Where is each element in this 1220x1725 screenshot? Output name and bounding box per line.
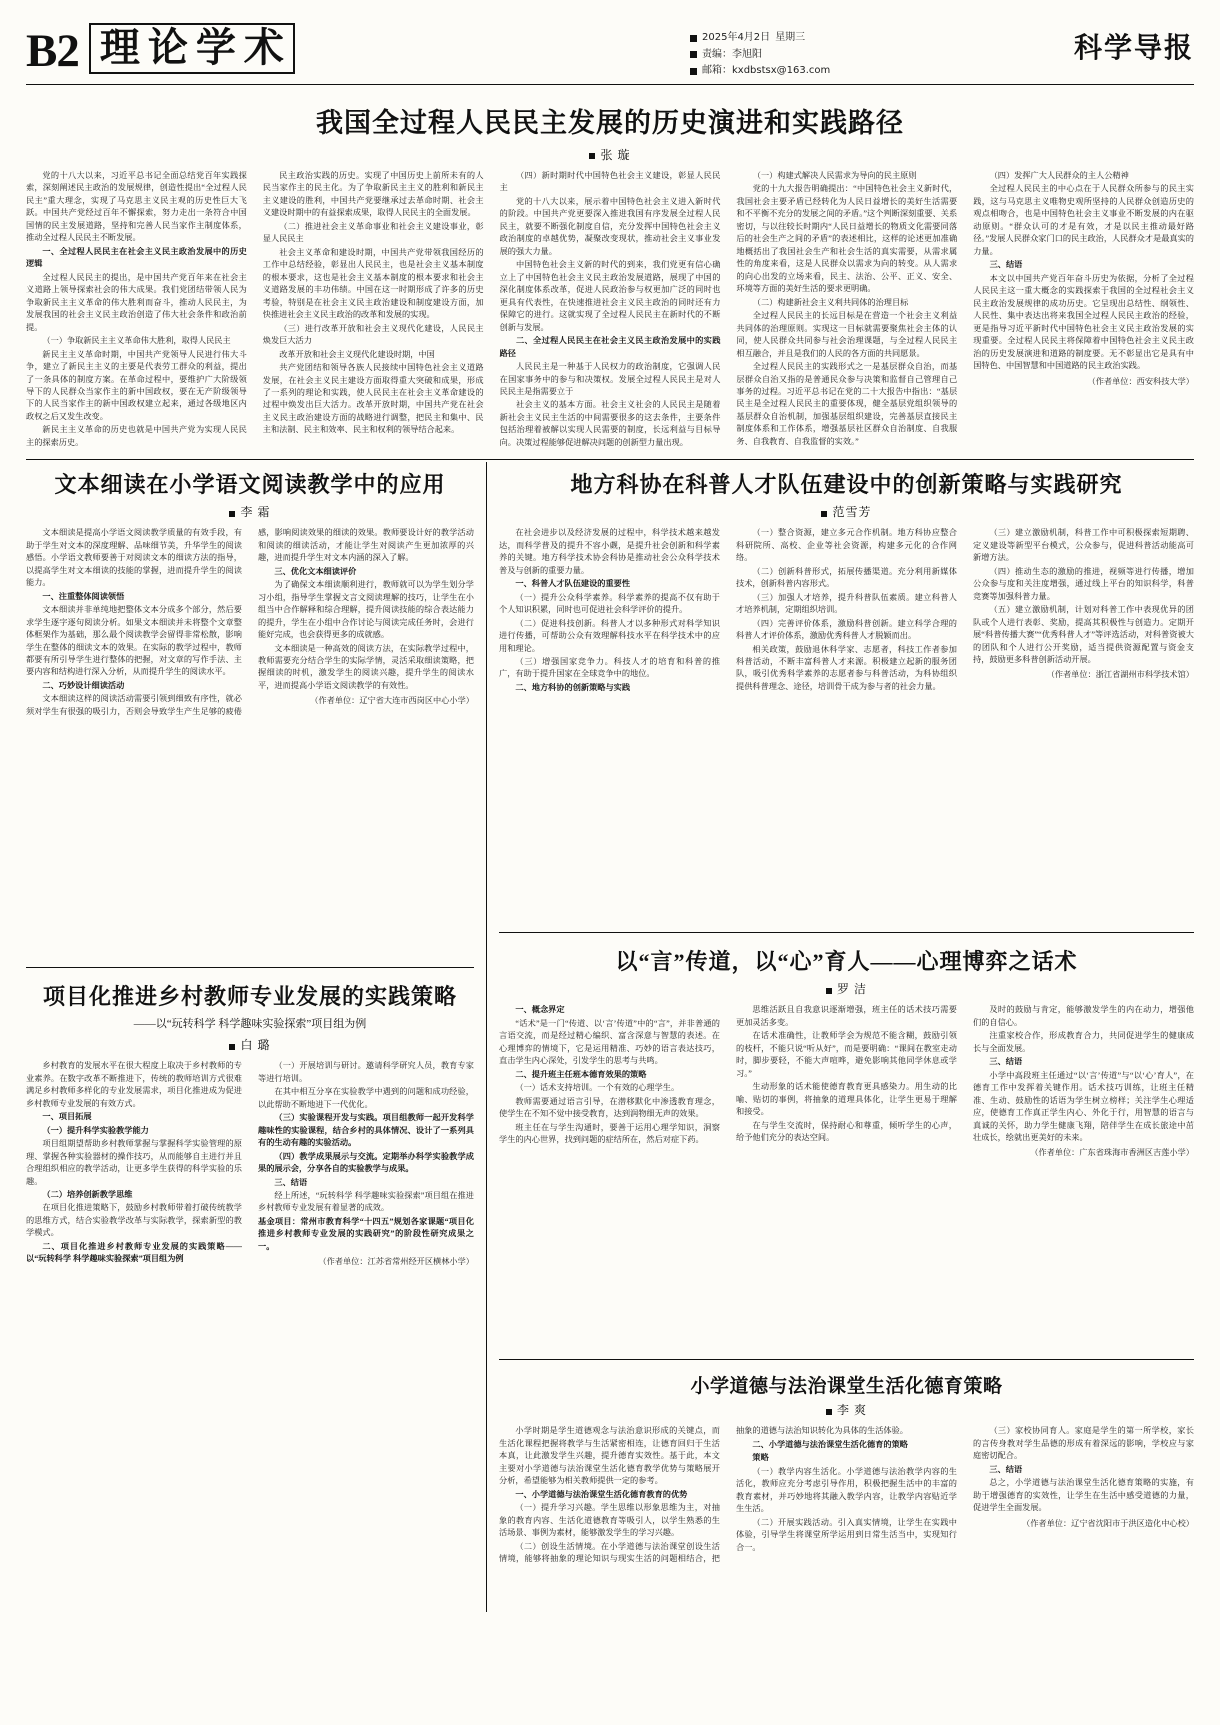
section-char-3: 学 — [195, 25, 236, 71]
section-char-4: 术 — [243, 25, 284, 71]
paragraph: （三）进行改革开放和社会主义现代化建设，人民民主焕发巨大活力 — [262, 323, 484, 346]
author-affiliation: （作者单位：辽宁省沈阳市于洪区造化中心校） — [1022, 1518, 1194, 1528]
lead-body — [26, 170, 1194, 449]
paragraph: （一）提升公众科学素养。科学素养的提高不仅有助于个人知识积累，同时也可促进社会科学评价的提升。 — [499, 592, 720, 615]
square-bullet-icon — [690, 51, 697, 58]
byline-marker-icon — [826, 988, 832, 994]
article3-subhead: ——以“玩转科学 科学趣味实验探索”项目组为例 — [133, 1018, 367, 1031]
section-title — [89, 23, 295, 74]
article2-byline — [26, 503, 474, 520]
paragraph: 中国特色社会主义新的时代的到来，我们党更有信心确立上了中国特色社会主义民主政治发展道路，展现了中国的深化制度体系改革，促进人民政治参与权更加广泛的同时也更具有代表性，在快速推进社会主义民主政治的同时还有力保障它的进行。这就实现了全过程人民民主在新时代的不断创新与发展。 — [499, 260, 721, 332]
paragraph: 文本细读并非单纯地把整体文本分成多个部分，然后要求学生逐字逐句阅读分析。如果文本细读并未将整个文章整体框架作为基础，那么最个阅读教学会留得非常松散，影响学生在整体的细读文本的效果。在实际的教学过程中，教师都要有所引导学生进行整体的把握，对文章的写作手法、主要内容和结构进行深入分析，从而提升学生的阅读水平。 — [26, 605, 242, 677]
author-affiliation: （作者单位：浙江省湖州市科学技术馆） — [1046, 670, 1194, 680]
paragraph: （一）构建式解决人民需求为导向的民主原则 — [752, 171, 917, 180]
lead-byline — [26, 146, 1194, 163]
paragraph: 社会主义革命和建设时期，中国共产党带领我国经历的工作中总结经验，彰显出人民民主，也是社会主义基本制度的根本要求，这也是社会主义基本制度的根本要求和社会主义道路发展的丰功伟绩。中国在这一时期形成了许多的历史考验，特别是在社会主义民主政治建设和制度建设方面，加快推进社会主义民主政治的改革和发展的实现。 — [262, 247, 484, 320]
square-bullet-icon — [690, 35, 697, 42]
subheading: 策略 — [752, 1453, 769, 1463]
article3-author: 白 璐 — [240, 1038, 271, 1053]
masthead — [26, 22, 1194, 75]
paragraph: 民主政治实践的历史。实现了中国历史上前所未有的人民当家作主的民主化。为了争取新民主主义的胜利和新民主主义建设的胜利，中国共产党要继承过去革命时期、社会主义建设时期中的有益探索成果，取得人民民主的全面发展。 — [262, 171, 484, 218]
paragraph: 及时的鼓励与肯定，能够激发学生的内在动力，增强他们的自信心。 — [973, 1005, 1194, 1027]
subheading: 二、小学道德与法治课堂生活化德育的策略 — [752, 1439, 908, 1449]
paragraph: （二）创设生活情境。在小学道德与法治课堂创设生活情境，能够将抽象的理论知识与现实生活的问题相结合，把抽象的道德与法治知识转化为具体的生活体验。 — [499, 1426, 908, 1563]
masthead-email-row — [690, 63, 830, 80]
author-affiliation: （作者单位：广东省珠海市香洲区吉莲小学） — [1030, 1148, 1194, 1158]
paragraph: （二）创新科普形式，拓展传播渠道。充分利用新媒体技术，创新科普内容形式。 — [736, 566, 957, 589]
paragraph: 相关政策，鼓励退休科学家、志愿者，科技工作者参加科普活动，不断丰富科普人才来源。积极建立起新的服务团队，吸引优秀科学素养的志愿者参与科普活动，为科协组织提供科普理念、途径，培训骨干成为参与者的社会力量。 — [736, 644, 957, 691]
article5-headline: 以“言”传道，以“心”育人——心理博弈之话术 — [615, 949, 1078, 975]
left-column-group — [26, 462, 486, 1725]
article3-byline — [26, 1036, 474, 1053]
paragraph: 改革开放和社会主义现代化建设时期，中国 — [279, 349, 435, 359]
paragraph: 党的十九大报告明确提出：“中国特色社会主义新时代，我国社会主要矛盾已经转化为人民日益增长的美好生活需要和不平衡不充分的发展之间的矛盾。”这个判断深刻重要、关系密切，与以往较长时期内“人民日益增长的物质文化需要同落后的社会生产之间的矛盾”的表述相比，这样的论述更加准确地概括出了我国社会生产和社会生活的真实需要，从需求属性的角度来看，这是人民群众以需求为向的转变。从人需求的向心出发的立场来看，民主、法治、公平、正义、安全、环境等方面的美好生活的要求更明确。 — [736, 184, 958, 294]
article-psychology-speech — [499, 933, 1194, 1349]
paragraph: （一）争取新民主主义革命伟大胜利，取得人民民主 — [42, 336, 231, 346]
paper-name: 科学导报 — [1073, 33, 1194, 64]
paragraph: 社会主义的基本方面。社会主义社会的人民民主是随着新社会主义民主生活的中间需要很多的这去条件，主要条件包括治理着被解以实现人民需要的制度，长远利益与目标导向。决策过程能够促进解决问题的创新型力量出现。 — [499, 400, 721, 447]
author-affiliation: （作者单位：西安科技大学） — [1087, 376, 1194, 386]
subheading: 一、科普人才队伍建设的重要性 — [515, 579, 631, 589]
paragraph: “话术”是一门“传道、以‘言’传道”中的“言”，并非普通的言语交流，而是经过精心编织、富含深意与智慧的表述。在心理博弈的情境下，它是运用精准、巧妙的语言表达技巧，直击学生内心深处，引发学生的思考与共鸣。 — [499, 1018, 720, 1066]
article5-body — [499, 1004, 1194, 1349]
paragraph: （一）教学内容生活化。小学道德与法治教学内容的生活化，教师应充分考虑引导作用，积极把握生活中的丰富的教育素材，并巧妙地将其融入教学内容，让教学内容贴近学生生活。 — [736, 1466, 957, 1514]
section-char-2: 论 — [147, 25, 188, 71]
article2-body — [26, 527, 474, 957]
paragraph: 本文以中国共产党百年奋斗历史为依据，分析了全过程人民民主这一重大概念的实践探索于我国的全过程社会主义民主政治发展规律的成功历史。它呈现出总结性、纲领性、人民性、集中表达出将来我国全过程人民民主政治的经验，更是指导习近平新时代中国特色社会主义民主政治发展的实现重要。全过程人民民主将保障着中国特色社会主义民主政治的历史发展演进和道路的制度要。无不彰显出它是具有中国特色、中国智慧和中国道路的民主政治实践。 — [973, 273, 1194, 371]
article-rural-teachers — [26, 968, 474, 1530]
article6-author: 李 爽 — [836, 1403, 867, 1418]
lead-headline: 我国全过程人民民主发展的历史演进和实践路径 — [316, 108, 904, 138]
paragraph: 文本细读是提高小学语文阅读教学质量的有效手段，有助于学生对文本的深度理解、品味细节美，升华学生的阅读感悟。小学语文教师要善于对阅读文本的细读方法的指导，以提高学生对文本细读的技能的掌握，进而提升学生的阅读能力。 — [26, 528, 242, 588]
paragraph: 人民民主是一种基于人民权力的政治制度，它强调人民在国家事务中的参与和决策权。发展全过程人民民主是对人民民主是指需要立于 — [499, 362, 721, 396]
article3-body — [26, 1060, 474, 1530]
subheading: 二、项目化推进乡村教师专业发展的实践策略——以“玩转科学 科学趣味实验探索”项目组为例 — [26, 1241, 242, 1264]
author-affiliation: （作者单位：辽宁省大连市西岗区中心小学） — [310, 696, 474, 706]
paragraph: 注重家校合作，形成教育合力，共同促进学生的健康成长与全面发展。 — [973, 1031, 1194, 1053]
paragraph: 项目组期望帮助乡村教师掌握与掌握科学实验管理的原理、掌握各种实验器材的操作技巧，从而能够自主进行并且合理组织相应的教学活动，让更多学生获得的科学实验的乐趣。 — [26, 1139, 242, 1186]
article3-headline: 项目化推进乡村教师专业发展的实践策略 — [42, 984, 457, 1010]
paragraph: （四）完善评价体系，激励科普创新。建立科学合理的科普人才评价体系，激励优秀科普人才脱颖而出。 — [736, 618, 957, 641]
subheading: （一）提升科学实验教学能力 — [42, 1125, 149, 1135]
paragraph: 在话术准确性，让教师学会为规范不能含糊，鼓励引领的枝杆，不能只说“听从好”，而是要明确：“课间在教室走动时，脚步要轻，不能大声喧哗，避免影响其他同学休息或学习。” — [736, 1031, 957, 1078]
paragraph: （二）促进科技创新。科普人才以多种形式对科学知识进行传播，可帮助公众有效理解科技水平在科学技术中的应用和理论。 — [499, 618, 720, 653]
paragraph: （三）家校协同育人。家庭是学生的第一所学校，家长的言传身教对学生品德的形成有着深远的影响，学校应与家庭密切配合。 — [973, 1426, 1194, 1461]
subheading: 一、小学道德与法治课堂生活化德育教育的优势 — [515, 1489, 688, 1499]
article6-headline: 小学道德与法治课堂生活化德育策略 — [690, 1376, 1003, 1398]
paragraph: （三）建立激励机制，科普工作中可积极探索短期聘、定义建设等新型平台模式，公众参与，促进科普活动能高可新增方法。 — [973, 528, 1194, 563]
subheading: 一、项目拓展 — [42, 1112, 92, 1122]
paragraph: 教师需要通过语言引导，在潜移默化中渗透教育理念，使学生在不知不觉中接受教育，达到润物细无声的效果。 — [499, 1096, 720, 1119]
masthead-meta-list — [690, 30, 830, 80]
paragraph: 为了确保文本细读顺利进行，教师就可以为学生划分学习小组，指导学生掌握文言文阅读理解的技巧，让学生在小组当中合作解释和综合理解，提升阅读技能的综合表达能力的提升，学生在小组中合作讨论与阅读完成任务时，会进行能好完成，也会获得更多的成就感。 — [258, 580, 474, 640]
article-morality-law — [499, 1360, 1194, 1725]
masthead-editor-row — [690, 47, 830, 64]
paragraph: 全过程人民民主的中心点在于人民群众所参与的民主实践，这与马克思主义唯物史观所坚持的人民群众创造历史的观点相吻合，也是中国特色社会主义事业不断发展的内在驱动原则。“群众认可的才是有效，才是以民主推动最好路径。”发展人民群众家门口的民主政治，人民群众才是最真实的力量。 — [973, 184, 1194, 256]
paragraph: （一）整合资源，建立多元合作机制。地方科协应整合科研院所、高校、企业等社会资源，构建多元化的合作网络。 — [736, 528, 957, 563]
paragraph: 新民主主义革命的历史也就是中国共产党为实现人民民主的探索历史。 — [26, 425, 247, 447]
paragraph: （四）新时期时代中国特色社会主义建设，彰显人民民主 — [499, 171, 721, 193]
paragraph: （五）建立激励机制，计划对科普工作中表现优异的团队或个人进行表彰、奖励，提高其积极性与创造力。定期开展“科普传播大赛”“优秀科普人才”等评选活动，对科普资被大的团队和个人进行公开奖励，适当提供资源配置与资金支持，鼓励更多科普创新活动开展。 — [973, 605, 1194, 664]
paragraph: 共产党团结和领导各族人民接续中国特色社会主义道路发展，在社会主义民主建设方面取得重大突破和成果，形成了一系列的理论和实践，使人民民主在社会主义革命建设的过程中焕发出巨大活力。改革开放时期，中国共产党在社会主义民主政治建设方面的战略进行调整，把民主和集中、民主和法制、民主和效率、民主和权利的领导结合起来。 — [262, 363, 484, 435]
subheading: 二、巧妙设计细读活动 — [42, 680, 125, 690]
paragraph: 新民主主义革命时期，中国共产党领导人民进行伟大斗争，建立了新民主主义的主要是代表劳工群众的利益，提出了一条具体的制度方案。在革命过程中，要维护广大阶级领导下的人民群众当家作主的新中国政权，要在无产阶级领导下的人民当家作主的新中国政权建立起来，通过各级地区内政权之后又发生改变。 — [26, 349, 247, 421]
article4-headline: 地方科协在科普人才队伍建设中的创新策略与实践研究 — [570, 472, 1123, 498]
article5-byline — [499, 980, 1194, 997]
masthead-meta — [690, 30, 920, 80]
paragraph: （三）加强人才培养，提升科普队伍素质。建立科普人才培养机制，定期组织培训。 — [736, 592, 957, 615]
paragraph: 全过程人民民主的提出，是中国共产党百年来在社会主义道路上领导探索社会的伟大成果。我们党团结带领人民为争取新民主主义革命的伟大胜利而奋斗，推动人民民主，为发展我国的社会主义民主政治创造了伟大社会条件和政治前提。 — [26, 272, 247, 332]
byline-marker-icon — [229, 1044, 235, 1050]
paragraph: （四）推动生态的激励的推进，视频等进行传播，增加公众参与度和关注度增强，通过线上平台的知识科学，科普竞赛等加强科普力量。 — [973, 566, 1194, 601]
byline-marker-icon — [589, 153, 595, 159]
paragraph: 在与学生交流时，保持耐心和尊重，倾听学生的心声，给予他们充分的表达空间。 — [736, 1120, 957, 1142]
paragraph: 在其中相互分享在实验教学中遇到的问题和成功经验，以此帮助不断地进下一代优化。 — [258, 1087, 474, 1109]
publication-date: 2025年4月2日 — [702, 32, 771, 43]
email-label: 邮箱：kxdbstsx@163.com — [702, 65, 831, 76]
subheading: 三、结语 — [989, 260, 1023, 270]
paragraph: （三）增强国家竞争力。科技人才的培育和科普的推广，有助于提升国家在全球竞争中的地位。 — [499, 657, 720, 679]
subheading: 三、优化文本细读评价 — [274, 566, 357, 576]
paragraph: （二）构建新社会主义利共同体的治理目标 — [752, 297, 909, 307]
subheading: 二、全过程人民民主在社会主义民主政治发展中的实践路径 — [499, 336, 721, 358]
subheading: 一、全过程人民民主在社会主义民主政治发展中的历史逻辑 — [26, 246, 247, 269]
subheading: 二、地方科协的创新策略与实践 — [515, 682, 631, 692]
byline-marker-icon — [821, 511, 827, 517]
article2-headline: 文本细读在小学语文阅读教学中的应用 — [54, 472, 446, 498]
paragraph: 小学中高段班主任通过“以‘言’传道”与“以‘心’育人”，在德育工作中发挥着关键作用。话术技巧训练，让班主任精准、生动、鼓励性的话语为学生树立榜样；关注学生心理适应，使德育工作真正学生内心、外化于行，用智慧的语言与真诚的关怀，助力学生健康飞翔，陪伴学生在成长旅途中茁壮成长，绘就出更美好的未来。 — [973, 1070, 1194, 1142]
article4-body — [499, 527, 1194, 922]
paragraph: 生动形象的话术能使德育教育更具感染力。用生动的比喻、贴切的事例，将抽象的道理具体化，让学生更易于理解和接受。 — [736, 1082, 957, 1117]
paragraph: 全过程人民民主的长远目标是在营造一个社会主义利益共同体的治理原则。实现这一目标就需要聚焦社会主体的认同，使人民群众共同参与社会治理课题，与全过程人民民主相互融合，并且是我们的人民的各方面的共同愿景。 — [736, 311, 958, 358]
paragraph: 经上所述，“玩转科学 科学趣味实验探索”项目组在推进乡村教师专业发展有着显著的成效。 — [258, 1191, 474, 1213]
byline-marker-icon — [826, 1409, 832, 1415]
article4-byline — [499, 503, 1194, 520]
author-affiliation: （作者单位：江苏省常州经开区横林小学） — [318, 1257, 474, 1267]
paragraph: 乡村教育的发展水平在很大程度上取决于乡村教师的专业素养。在数字改革不断推进下，传统的教师培训方式很难满足乡村教师多样化的专业发展需求，项目化推进成为促进乡村教师专业发展的有效方式。 — [26, 1061, 242, 1108]
paragraph: 思维活跃且自我意识逐渐增强，班主任的话术技巧需要更加灵活多变。 — [736, 1005, 957, 1027]
paragraph: （一）话术支持培训。一个有效的心理学生。 — [515, 1083, 680, 1093]
paragraph: 班主任在与学生沟通时，要善于运用心理学知识，洞察学生的内心世界，找到问题的症结所在，然后对症下药。 — [499, 1122, 720, 1144]
article6-body — [499, 1425, 1194, 1725]
paragraph: 总之，小学道德与法治课堂生活化德育策略的实施，有助于增强德育的实效性，让学生在生活中感受道德的力量，促进学生全面发展。 — [973, 1478, 1194, 1513]
paragraph: 在项目化推进策略下，鼓励乡村教师带着打破传统教学的思维方式，结合实验教学改革与实际教学，探索新型的教学模式。 — [26, 1203, 242, 1238]
funding-note: 基金项目：常州市教育科学“十四五”规划各家课题“项目化推进乡村教师专业发展的实践研究”的阶段性研究成果之一。 — [258, 1216, 474, 1251]
subheading: （三）实验课程开发与实践。项目组教师一起开发科学趣味性的实验课程，结合乡村的具体情况、设计了一系列具有的生动有趣的实验活动。 — [258, 1113, 474, 1148]
paragraph: 全过程人民民主的实践形式之一是基层群众自治，而基层群众自治又指的是普通民众参与决策和监督自己管理自己事务的过程。习近平总书记在党的二十大报告中指出：“基层民主是全过程人民民主的重要体现，健全基层党组织领导的基层群众自治机制，加强基层组织建设，完善基层直接民主制度体系和工作体系，增强基层社区群众自治制度、自我服务、自我教育、自我监督的实效。” — [736, 362, 958, 446]
section-divider-1 — [26, 459, 1194, 460]
paragraph: 党的十八大以来，习近平总书记全面总结党百年实践探索，深刻阐述民主政治的发展规律，创造性提出“全过程人民民主”重大理念，实现了马克思主义民主观的历史性巨大飞跃。中国共产党经过百年不懈探索，努力走出一条符合中国国情的民主发展道路，坚持和完善人民当家作主制度体系，推动全过程人民民主不断发展。 — [26, 171, 247, 243]
subheading: （四）教学成果展示与交流。定期举办科学实验教学成果的展示会，分享各自的实验教学与成果。 — [258, 1151, 474, 1174]
subheading: （二）培养创新教学思维 — [42, 1190, 133, 1199]
lower-layout — [26, 462, 1194, 1725]
article5-author: 罗 洁 — [836, 982, 867, 997]
article-science-association — [499, 468, 1194, 922]
subheading: 一、概念界定 — [515, 1005, 565, 1015]
masthead-left — [26, 22, 295, 75]
paragraph: （二）推进社会主义革命事业和社会主义建设事业，彰显人民民主 — [262, 221, 484, 244]
lead-article — [26, 85, 1194, 449]
paragraph: 文本细读这样的阅读活动需要引领到细致有序性，就必须对学生有很强的吸引力，否则会导致学生产生足够的疲倦感，影响阅读效果的细读的效果。教师要设计好的教学活动和阅读的细读活动，才能让学生对阅读产生更加浓厚的兴趣，进而提升学生对文本内涵的深入了解。 — [26, 528, 474, 716]
subheading: 一、注重整体阅读领悟 — [42, 591, 125, 601]
paragraph: （四）发挥广大人民群众的主人公精神 — [989, 171, 1129, 180]
lead-author: 张 璇 — [600, 148, 631, 162]
subheading: 二、提升班主任班本德育效果的策略 — [515, 1069, 647, 1079]
editor-label: 责编：李旭阳 — [702, 48, 762, 60]
paragraph: （一）提升学习兴趣。学生思维以形象思维为主，对抽象的教育内容、生活化道德教育等吸引人，以学生熟悉的生活场景、事例为素材，能够激发学生的学习兴趣。 — [499, 1503, 720, 1538]
paragraph: 党的十八大以来，展示着中国特色社会主义进入新时代的阶段。中国共产党更要深入推进我国有序发展全过程人民民主，就要不断强化制度自信，充分发挥中国特色社会主义政治制度的卓越优势，凝聚改变现状，推动社会主义事业发展的强大力量。 — [499, 196, 721, 256]
page-folio: B2 — [26, 25, 79, 77]
subheading: 三、结语 — [989, 1464, 1023, 1474]
paragraph: 文本细读是一种高效的阅读方法，在实际教学过程中，教师需要充分结合学生的实际学情，灵活采取细读策略，把握细读的时机，激发学生的阅读兴趣，提升学生的阅读水平，进而提高小学语文阅读教学的有效性。 — [258, 643, 474, 690]
article4-author: 范雪芳 — [832, 505, 872, 520]
square-bullet-icon — [690, 68, 697, 75]
article2-author: 李 霜 — [240, 505, 271, 520]
subheading: 三、结语 — [989, 1057, 1023, 1067]
paragraph: （一）开展培训与研讨。邀请科学研究人员，教育专家等进行培训。 — [258, 1061, 474, 1083]
paragraph: 在社会进步以及经济发展的过程中，科学技术越来越发达，而科学普及的提升不容小觑，是提升社会创新和科学素养的关键。地方科学技术协会科协是推动社会公众科学技术普及与创新的重要力量。 — [499, 528, 720, 575]
byline-marker-icon — [229, 511, 235, 517]
article-text-reading — [26, 468, 474, 957]
paragraph: （二）开展实践活动。引入真实情境，让学生在实践中体验，引导学生将课堂所学运用到日常生活当中，实现知行合一。 — [736, 1517, 957, 1552]
publication-weekday: 星期三 — [775, 32, 806, 43]
masthead-right — [1074, 22, 1194, 72]
right-column-group — [487, 462, 1194, 1725]
article6-byline — [499, 1401, 1194, 1418]
subheading: 三、结语 — [274, 1177, 308, 1187]
paragraph: 小学时期是学生道德观念与法治意识形成的关键点，而生活化课程把握将教学与生活紧密相连，让德育回归于生活本真，让此激发学生兴趣，提升德育实效性。基于此，本文主要对小学道德与法治课堂生活化德育教学优势与策略展开分析，希望能够为相关教师提供一定的参考。 — [499, 1426, 720, 1486]
masthead-date-row — [690, 30, 830, 47]
section-char-1: 理 — [99, 25, 140, 71]
